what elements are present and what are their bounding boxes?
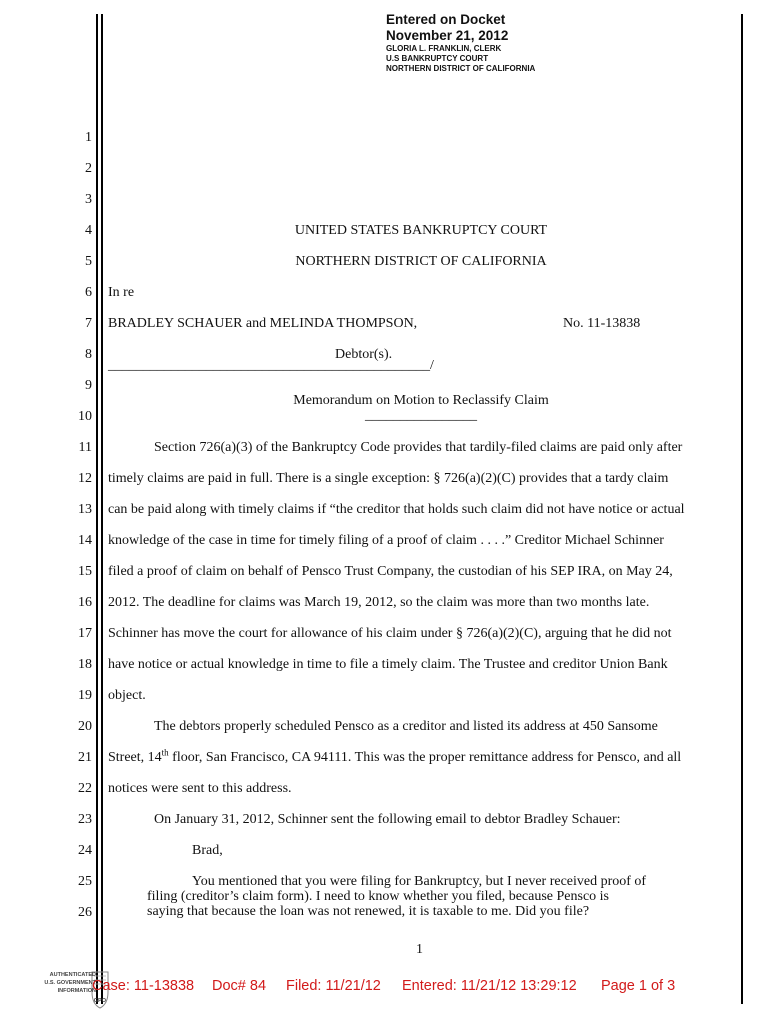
- line-number: 14: [78, 533, 92, 548]
- line-number: 20: [78, 719, 92, 734]
- line-number: 17: [78, 626, 92, 641]
- docket-entered-label: Entered on Docket: [386, 12, 506, 27]
- email-quote-line-1: You mentioned that you were filing for Bankruptcy, but I never received proof of: [192, 874, 647, 889]
- line-number: 19: [78, 688, 92, 703]
- line-number: 21: [78, 750, 92, 765]
- docket-court: U.S BANKRUPTCY COURT: [386, 54, 489, 63]
- line-number: 13: [78, 502, 92, 517]
- line-number: 5: [85, 254, 92, 269]
- docket-stamp: [386, 12, 535, 74]
- body-line-21-start: Street, 14: [108, 750, 162, 765]
- line-number: 8: [85, 347, 92, 362]
- footer-doc: Doc# 84: [212, 978, 267, 994]
- court-name: UNITED STATES BANKRUPTCY COURT: [294, 223, 548, 238]
- line-number: 10: [78, 409, 92, 424]
- line-number: 15: [78, 564, 92, 579]
- line-number: 3: [85, 192, 92, 207]
- debtors-label: Debtor(s).: [335, 347, 393, 362]
- line-number: 9: [85, 378, 92, 393]
- line-number: 12: [78, 471, 92, 486]
- line-number: 1: [85, 130, 92, 145]
- body-line-11: Section 726(a)(3) of the Bankruptcy Code provides that tardily-filed claims are paid only after: [154, 440, 683, 455]
- body-line-13: can be paid along with timely claims if “the creditor that holds such claim did not have notice or actual: [108, 502, 685, 517]
- line-number: 24: [78, 843, 92, 858]
- footer-filed: Filed: 11/21/12: [286, 978, 381, 994]
- docket-clerk: GLORIA L. FRANKLIN, CLERK: [386, 44, 502, 53]
- docket-date: November 21, 2012: [386, 28, 509, 43]
- body-line-12: timely claims are paid in full. There is a single exception: § 726(a)(2)(C) provides that a tardy claim: [108, 471, 669, 486]
- body-line-21: [108, 747, 682, 766]
- party-names: BRADLEY SCHAUER and MELINDA THOMPSON,: [108, 316, 418, 331]
- email-quote-line-3: saying that because the loan was not renewed, it is taxable to me. Did you file?: [147, 904, 590, 919]
- body-line-19: object.: [108, 688, 146, 703]
- seal-line-4: GPO: [93, 998, 106, 1004]
- body-line-17: Schinner has move the court for allowance of his claim under § 726(a)(2)(C), arguing that he did not: [108, 626, 672, 641]
- seal-line-1: AUTHENTICATED: [49, 972, 96, 978]
- line-number: 26: [78, 905, 92, 920]
- footer-entered: Entered: 11/21/12 13:29:12: [402, 978, 577, 994]
- line-number: 25: [78, 874, 92, 889]
- line-number: 23: [78, 812, 92, 827]
- ordinal-superscript: th: [161, 747, 169, 758]
- line-number: 4: [85, 223, 92, 238]
- document-title: Memorandum on Motion to Reclassify Claim: [293, 393, 549, 408]
- left-margin-rule-2: [101, 14, 103, 1004]
- court-district: NORTHERN DISTRICT OF CALIFORNIA: [295, 254, 547, 269]
- line-number: 7: [85, 316, 92, 331]
- body-line-21-end: floor, San Francisco, CA 94111. This was the proper remittance address for Pensco, and all: [168, 750, 682, 765]
- line-number: 16: [78, 595, 92, 610]
- footer-page: Page 1 of 3: [601, 978, 676, 994]
- line-number: 11: [78, 440, 92, 455]
- in-re-label: In re: [108, 285, 135, 300]
- seal-line-2: U.S. GOVERNMENT: [44, 980, 96, 986]
- page-number: 1: [416, 942, 423, 957]
- left-margin-rule-1: [96, 14, 98, 1004]
- docket-district: NORTHERN DISTRICT OF CALIFORNIA: [386, 64, 536, 73]
- case-number: No. 11-13838: [563, 316, 641, 331]
- email-greeting: Brad,: [192, 843, 223, 858]
- right-margin-rule: [741, 14, 743, 1004]
- body-line-23: On January 31, 2012, Schinner sent the following email to debtor Bradley Schauer:: [154, 812, 621, 827]
- line-number: 6: [85, 285, 92, 300]
- body-line-14: knowledge of the case in time for timely filing of a proof of claim . . . .” Creditor Michael Schinner: [108, 533, 664, 548]
- email-quote-line-2: filing (creditor’s claim form). I need to know whether you filed, because Pensco is: [147, 889, 609, 904]
- body-line-18: have notice or actual knowledge in time to file a timely claim. The Trustee and creditor Union Bank: [108, 657, 668, 672]
- seal-line-3: INFORMATION: [57, 988, 96, 994]
- body-line-22: notices were sent to this address.: [108, 781, 292, 796]
- title-underline: ________________: [365, 408, 477, 423]
- body-line-16: 2012. The deadline for claims was March 19, 2012, so the claim was more than two months late.: [108, 595, 650, 610]
- footer-case: Case: 11-13838: [92, 978, 195, 994]
- body-line-15: filed a proof of claim on behalf of Pensco Trust Company, the custodian of his SEP IRA, on May 24,: [108, 564, 673, 579]
- line-number: 22: [78, 781, 92, 796]
- body-line-20: The debtors properly scheduled Pensco as a creditor and listed its address at 450 Sansome: [154, 719, 658, 734]
- caption-separator: ______________________________________________/: [108, 358, 434, 373]
- line-number: 2: [85, 161, 92, 176]
- line-number: 18: [78, 657, 92, 672]
